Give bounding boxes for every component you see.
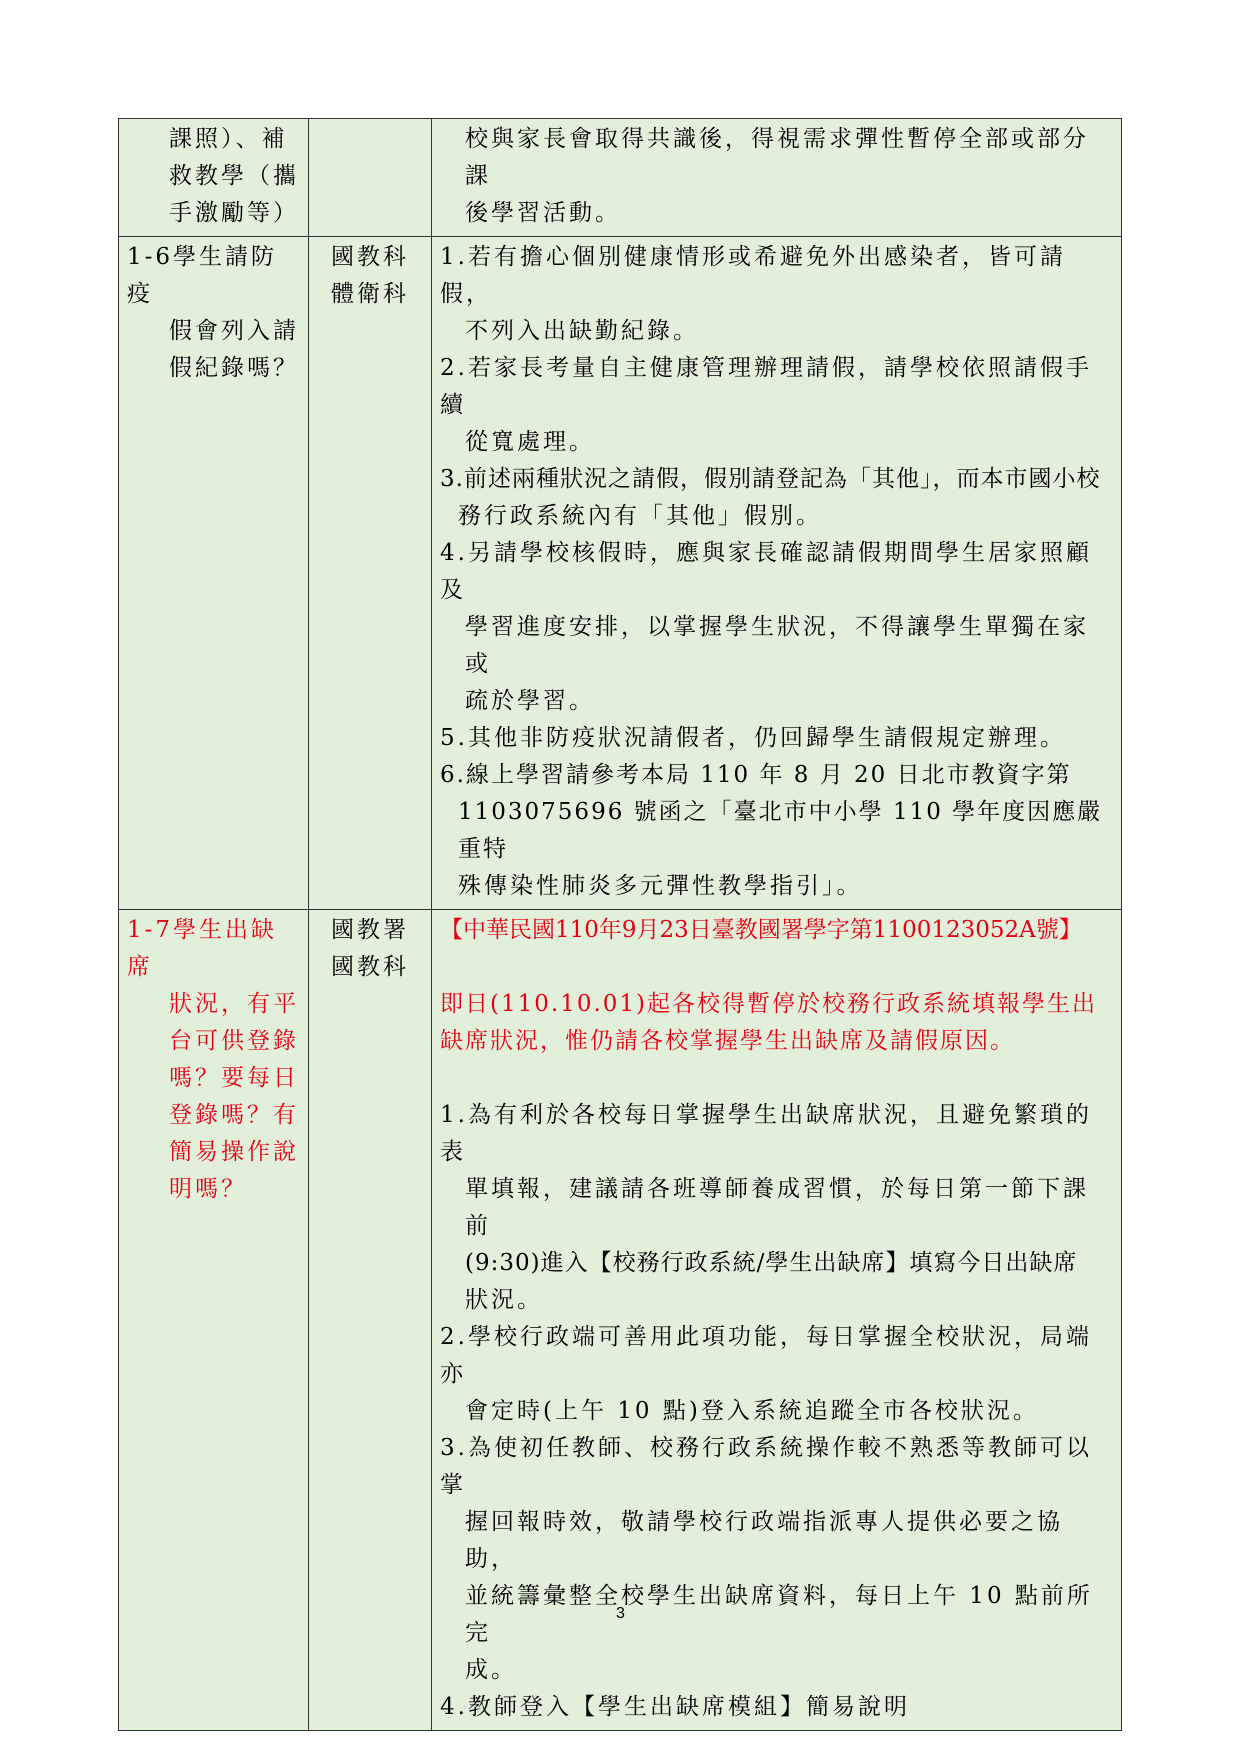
blank-line (440, 949, 1113, 986)
answer-line: 3.前述兩種狀況之請假，假別請登記為「其他」，而本市國小校 (440, 466, 1101, 492)
answer-line: 5.其他非防疫狀況請假者，仍回歸學生請假規定辦理。 (440, 725, 1066, 751)
answer-line: 1.若有擔心個別健康情形或希避免外出感染者，皆可請假， (440, 244, 1066, 307)
blank-line (440, 1060, 1113, 1097)
answer-line: 單填報，建議請各班導師養成習慣，於每日第一節下課前 (465, 1176, 1089, 1239)
question-line: 救教學（攜 (169, 163, 299, 189)
question-line: 1-6學生請防疫 (127, 244, 278, 307)
unit-label: 國教科 (331, 954, 409, 980)
question-line: 課照）、補 (169, 126, 288, 152)
answer-line: 後學習活動。 (465, 200, 621, 226)
answer-item (440, 1319, 1113, 1430)
answer-cell (432, 119, 1122, 237)
unit-label: 體衛科 (331, 281, 409, 307)
answer-line: 並統籌彙整全校學生出缺席資料，每日上午 10 點前所完 (465, 1583, 1093, 1646)
answer-line: 4.教師登入【學生出缺席模組】簡易說明 (440, 1694, 910, 1720)
faq-table (118, 118, 1122, 1731)
answer-line: 疏於學習。 (465, 688, 595, 714)
answer-item (440, 1689, 1113, 1726)
question-cell (119, 119, 309, 237)
question-cell (119, 237, 309, 910)
notice-line: 缺席狀況，惟仍請各校掌握學生出缺席及請假原因。 (440, 1028, 1015, 1054)
table-row-1-6 (119, 237, 1122, 910)
question-line: 登錄嗎？有 (169, 1102, 299, 1128)
question-line: 1-7學生出缺席 (127, 917, 278, 980)
notice-heading: 【中華民國110年9月23日臺教國署學字第1100123052A號】 (440, 917, 1082, 943)
answer-line: 校與家長會取得共識後，得視需求彈性暫停全部或部分課 (465, 126, 1089, 189)
question-line: 狀況，有平 (169, 991, 299, 1017)
answer-line: (9:30)進入【校務行政系統/學生出缺席】填寫今日出缺席 (465, 1250, 1078, 1276)
question-line: 假紀錄嗎？ (169, 355, 299, 381)
answer-line: 狀況。 (465, 1287, 543, 1313)
answer-item (440, 239, 1113, 350)
answer-line: 不列入出缺勤紀錄。 (465, 318, 699, 344)
question-line: 台可供登錄 (169, 1028, 299, 1054)
unit-cell (309, 119, 432, 237)
question-line: 嗎？要每日 (169, 1065, 299, 1091)
answer-cell (432, 237, 1122, 910)
answer-line: 2.學校行政端可善用此項功能，每日掌握全校狀況，局端亦 (440, 1324, 1092, 1387)
answer-line: 6.線上學習請參考本局 110 年 8 月 20 日北市教資字第 (440, 762, 1072, 788)
question-line: 假會列入請 (169, 318, 299, 344)
answer-line: 1103075696 號函之「臺北市中小學 110 學年度因應嚴重特 (458, 799, 1103, 862)
notice-line: 即日(110.10.01)起各校得暫停於校務行政系統填報學生出 (440, 991, 1098, 1017)
answer-line: 3.為使初任教師、校務行政系統操作較不熟悉等教師可以掌 (440, 1435, 1092, 1498)
answer-item (440, 720, 1113, 757)
answer-item (440, 535, 1113, 720)
answer-line: 學習進度安排，以掌握學生狀況，不得讓學生單獨在家或 (465, 614, 1089, 677)
answer-item (440, 757, 1113, 905)
table-row-continuation (119, 119, 1122, 237)
answer-line: 殊傳染性肺炎多元彈性教學指引」。 (458, 873, 863, 899)
unit-label: 國教科 (331, 244, 409, 270)
answer-item (440, 1430, 1113, 1689)
answer-item (440, 350, 1113, 461)
answer-line: 握回報時效，敬請學校行政端指派專人提供必要之協助， (465, 1509, 1063, 1572)
question-line: 手激勵等） (169, 200, 299, 226)
answer-line: 從寬處理。 (465, 429, 595, 455)
unit-label: 國教署 (331, 917, 409, 943)
answer-item (440, 1097, 1113, 1319)
answer-line: 2.若家長考量自主健康管理辦理請假，請學校依照請假手續 (440, 355, 1092, 418)
answer-line: 成。 (465, 1657, 517, 1683)
answer-line: 會定時(上午 10 點)登入系統追蹤全市各校狀況。 (465, 1398, 1039, 1424)
page-number: 3 (616, 1605, 625, 1622)
answer-item (440, 461, 1113, 535)
answer-line: 1.為有利於各校每日掌握學生出缺席狀況，且避免繁瑣的表 (440, 1102, 1092, 1165)
answer-line: 務行政系統內有「其他」假別。 (458, 503, 822, 529)
answer-line: 4.另請學校核假時，應與家長確認請假期間學生居家照顧及 (440, 540, 1092, 603)
question-line: 簡易操作說 (169, 1139, 299, 1165)
question-line: 明嗎？ (169, 1176, 247, 1202)
unit-cell (309, 237, 432, 910)
